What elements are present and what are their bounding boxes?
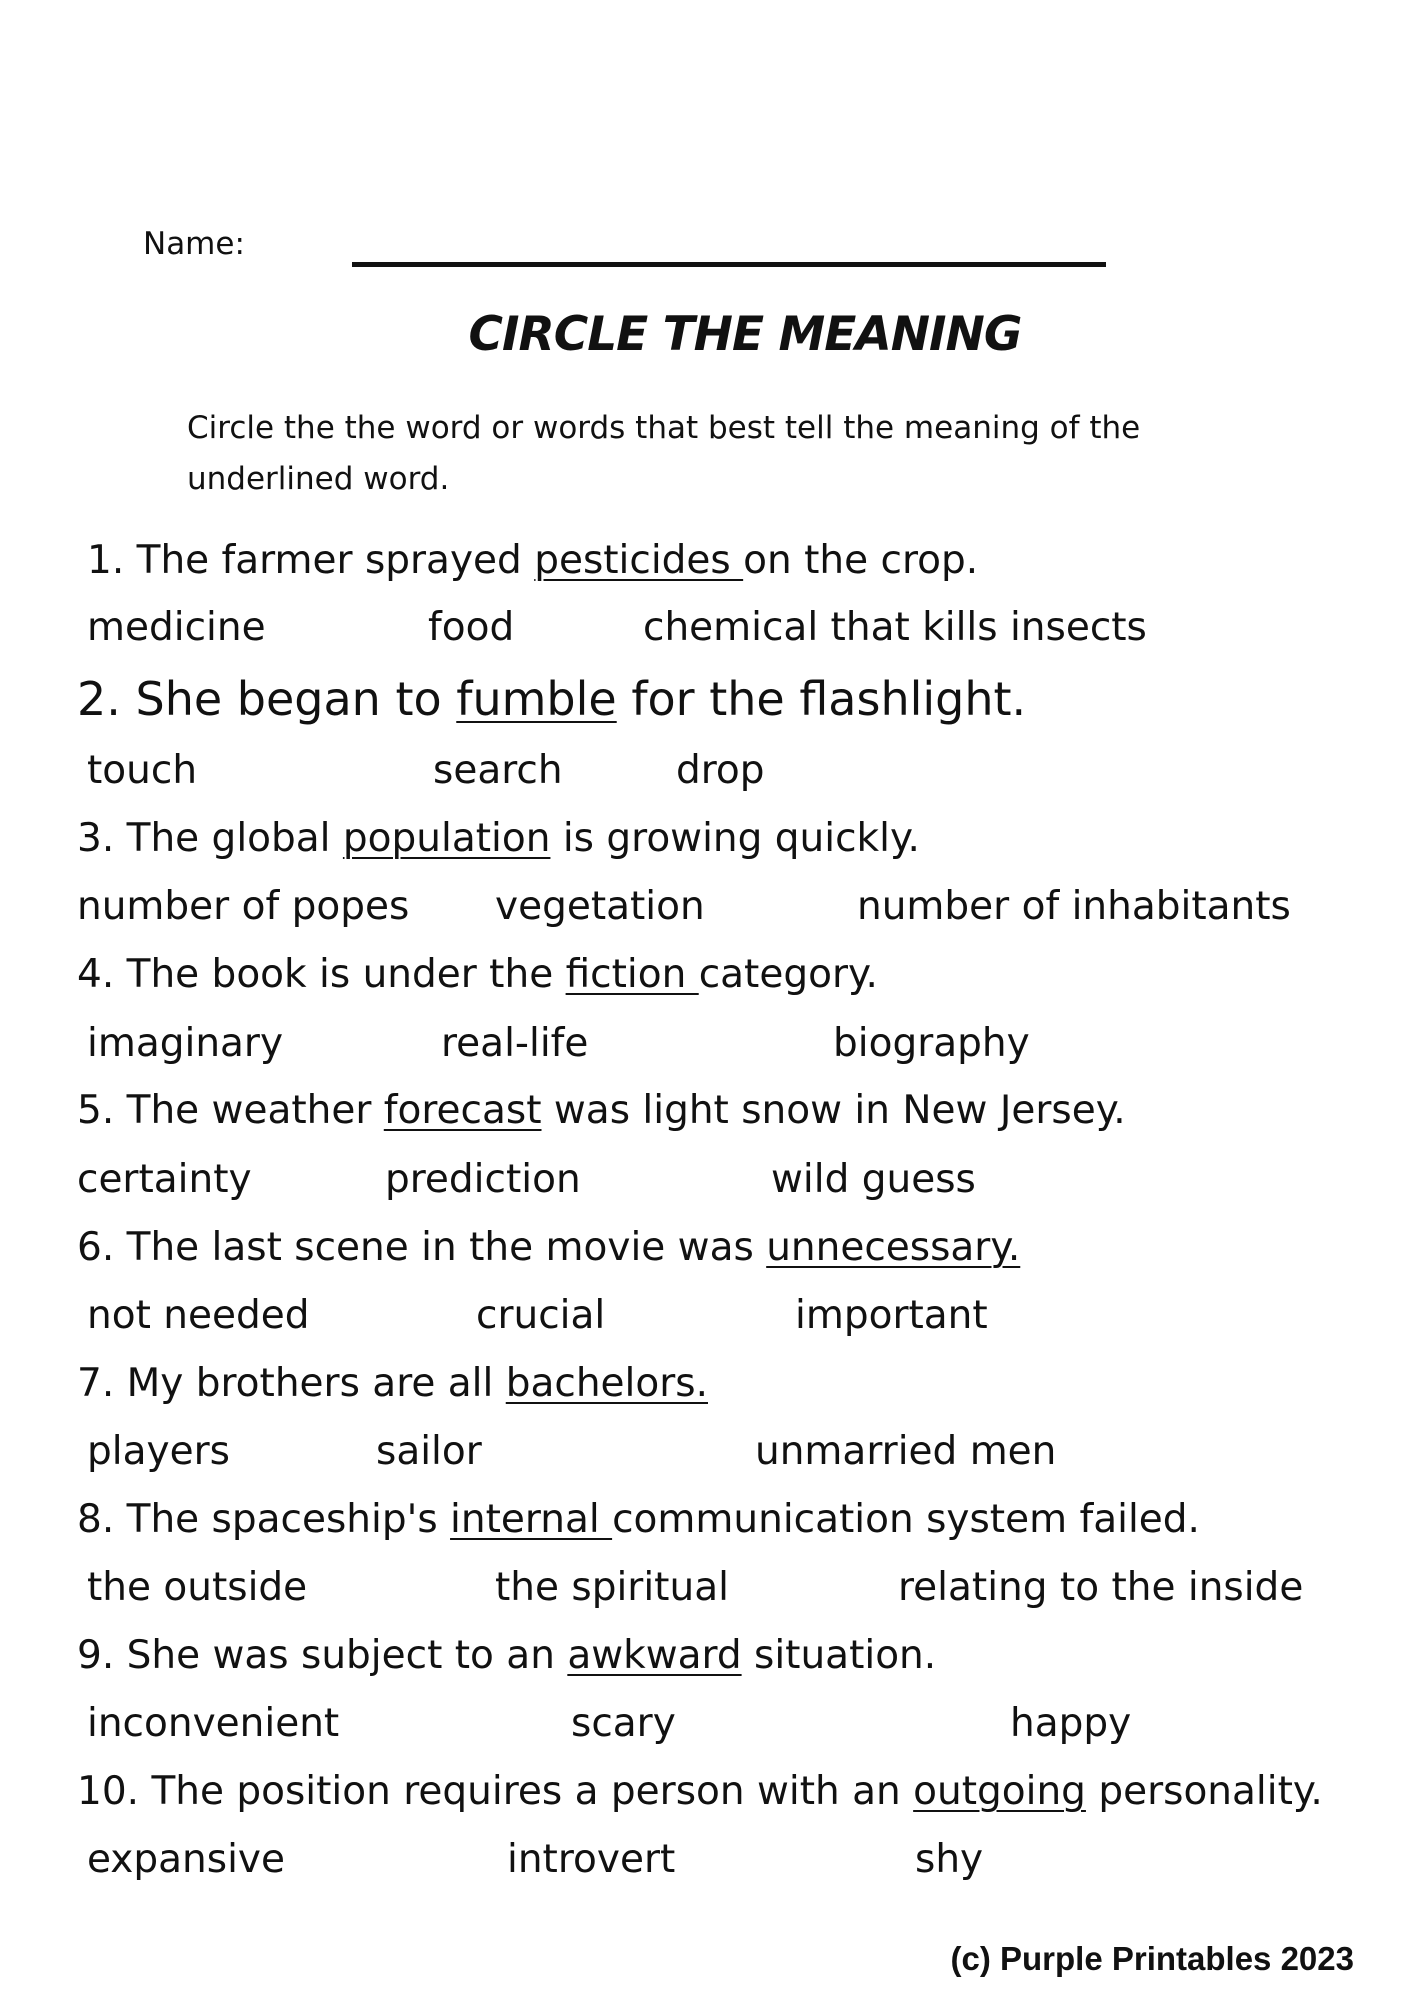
question-1 <box>0 538 1414 598</box>
underlined-word: internal <box>450 1497 613 1542</box>
question-2 <box>0 672 1414 732</box>
underlined-word: forecast <box>383 1088 542 1133</box>
question-8 <box>0 1497 1414 1557</box>
choice-2c[interactable]: drop <box>676 748 765 793</box>
choice-7a[interactable]: players <box>87 1429 230 1474</box>
choice-8a[interactable]: the outside <box>87 1565 308 1610</box>
underlined-word: bachelors. <box>505 1361 708 1406</box>
question-10 <box>0 1769 1414 1829</box>
copyright-notice: (c) Purple Printables 2023 <box>950 1940 1354 1977</box>
choices-2 <box>0 748 1414 808</box>
question-5-text: 5. The weather forecast was light snow in New Jersey. <box>77 1088 1126 1133</box>
question-10-text: 10. The position requires a person with an outgoing personality. <box>77 1769 1323 1814</box>
worksheet-title: CIRCLE THE MEANING <box>468 307 1022 362</box>
choice-3b[interactable]: vegetation <box>495 884 705 929</box>
choice-2b[interactable]: search <box>433 748 563 793</box>
choice-3c[interactable]: number of inhabitants <box>857 884 1291 929</box>
question-5 <box>0 1088 1414 1148</box>
choice-4a[interactable]: imaginary <box>87 1021 284 1066</box>
name-write-line <box>352 262 1106 267</box>
choice-9a[interactable]: inconvenient <box>87 1701 340 1746</box>
choices-9 <box>0 1701 1414 1761</box>
question-6 <box>0 1225 1414 1285</box>
question-9-text: 9. She was subject to an awkward situation. <box>77 1633 937 1678</box>
underlined-word: population <box>342 816 551 861</box>
choice-4c[interactable]: biography <box>833 1021 1030 1066</box>
choices-5 <box>0 1157 1414 1217</box>
underlined-word: fiction <box>565 952 699 997</box>
underlined-word: awkward <box>567 1633 742 1678</box>
choices-4 <box>0 1021 1414 1081</box>
choices-8 <box>0 1565 1414 1625</box>
instructions: Circle the the word or words that best tell the meaning of the underlined word. <box>187 410 1141 497</box>
underlined-word: unnecessary. <box>766 1225 1021 1270</box>
choice-1c[interactable]: chemical that kills insects <box>643 605 1147 650</box>
choice-1a[interactable]: medicine <box>87 605 266 650</box>
choices-1 <box>0 605 1414 665</box>
choice-5c[interactable]: wild guess <box>771 1157 976 1202</box>
choice-4b[interactable]: real-life <box>441 1021 589 1066</box>
choice-6a[interactable]: not needed <box>87 1293 310 1338</box>
choice-7c[interactable]: unmarried men <box>755 1429 1057 1474</box>
question-2-text: 2. She began to fumble for the flashlight. <box>77 672 1027 726</box>
choice-1b[interactable]: food <box>428 605 515 650</box>
question-1-text: 1. The farmer sprayed pesticides on the crop. <box>87 538 979 583</box>
choice-8c[interactable]: relating to the inside <box>898 1565 1304 1610</box>
choice-7b[interactable]: sailor <box>376 1429 482 1474</box>
question-4 <box>0 952 1414 1012</box>
choice-3a[interactable]: number of popes <box>77 884 410 929</box>
choice-10b[interactable]: introvert <box>507 1837 676 1882</box>
choice-6c[interactable]: important <box>795 1293 988 1338</box>
name-label: Name: <box>143 226 245 262</box>
choice-10c[interactable]: shy <box>915 1837 984 1882</box>
question-7-text: 7. My brothers are all bachelors. <box>77 1361 708 1406</box>
question-8-text: 8. The spaceship's internal communication system failed. <box>77 1497 1200 1542</box>
choice-6b[interactable]: crucial <box>476 1293 606 1338</box>
choice-9b[interactable]: scary <box>571 1701 676 1746</box>
choices-10 <box>0 1837 1414 1897</box>
question-9 <box>0 1633 1414 1693</box>
question-4-text: 4. The book is under the fiction category. <box>77 952 878 997</box>
underlined-word: fumble <box>456 672 617 726</box>
underlined-word: outgoing <box>913 1769 1086 1814</box>
choices-3 <box>0 884 1414 944</box>
choices-7 <box>0 1429 1414 1489</box>
underlined-word: pesticides <box>534 538 744 583</box>
choice-8b[interactable]: the spiritual <box>495 1565 729 1610</box>
choice-9c[interactable]: happy <box>1010 1701 1132 1746</box>
question-3 <box>0 816 1414 876</box>
choice-5b[interactable]: prediction <box>385 1157 581 1202</box>
question-6-text: 6. The last scene in the movie was unnecessary. <box>77 1225 1021 1270</box>
choice-2a[interactable]: touch <box>87 748 198 793</box>
choice-10a[interactable]: expansive <box>87 1837 285 1882</box>
question-3-text: 3. The global population is growing quickly. <box>77 816 920 861</box>
choices-6 <box>0 1293 1414 1353</box>
choice-5a[interactable]: certainty <box>77 1157 252 1202</box>
question-7 <box>0 1361 1414 1421</box>
